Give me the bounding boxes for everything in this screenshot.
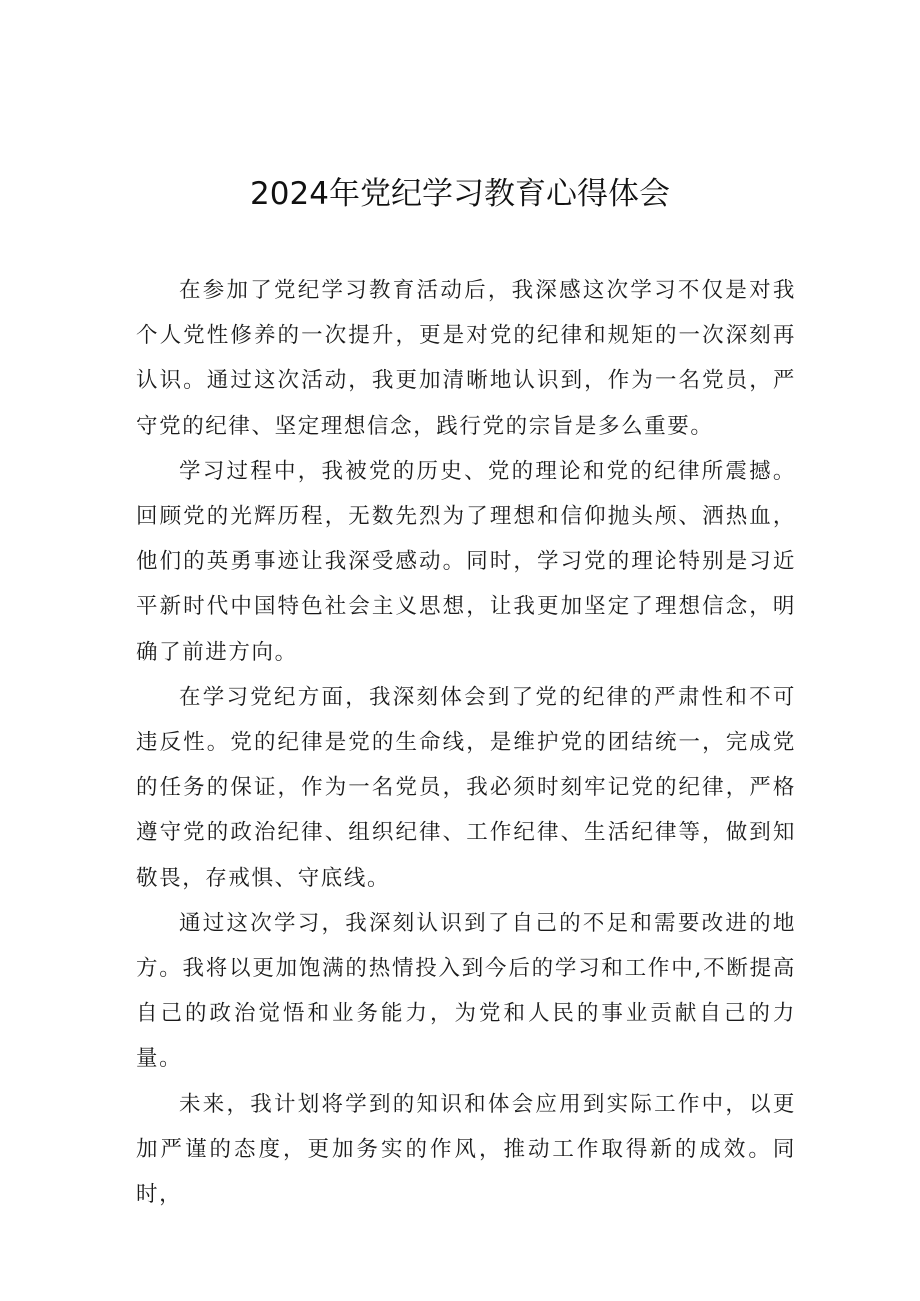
paragraph-2: 学习过程中，我被党的历史、党的理论和党的纪律所震撼。回顾党的光辉历程，无数先烈为了理想和信仰抛头颅、洒热血，他们的英勇事迹让我深受感动。同时，学习党的理论特别是习近平新时代中国特色社会主义思想，让我更加坚定了理想信念，明确了前进方向。 (136, 458, 796, 665)
paragraph-3: 在学习党纪方面，我深刻体会到了党的纪律的严肃性和不可违反性。党的纪律是党的生命线，是维护党的团结统一，完成党的任务的保证，作为一名党员，我必须时刻牢记党的纪律，严格遵守党的政治纪律、组织纪律、工作纪律、生活纪律等，做到知敬畏，存戒惧、守底线。 (136, 684, 796, 891)
paragraph-4: 通过这次学习，我深刻认识到了自己的不足和需要改进的地方。我将以更加饱满的热情投入到今后的学习和工作中,不断提高自己的政治觉悟和业务能力，为党和人民的事业贡献自己的力量。 (136, 910, 796, 1072)
paragraph-1: 在参加了党纪学习教育活动后，我深感这次学习不仅是对我个人党性修养的一次提升，更是对党的纪律和规矩的一次深刻再认识。通过这次活动，我更加清晰地认识到，作为一名党员，严守党的纪律、坚定理想信念，践行党的宗旨是多么重要。 (136, 278, 796, 439)
document-title: 2024年党纪学习教育心得体会 (250, 176, 670, 212)
paragraph-5: 未来，我计划将学到的知识和体会应用到实际工作中，以更加严谨的态度，更加务实的作风，推动工作取得新的成效。同时， (136, 1091, 796, 1208)
document-body (136, 268, 796, 1217)
